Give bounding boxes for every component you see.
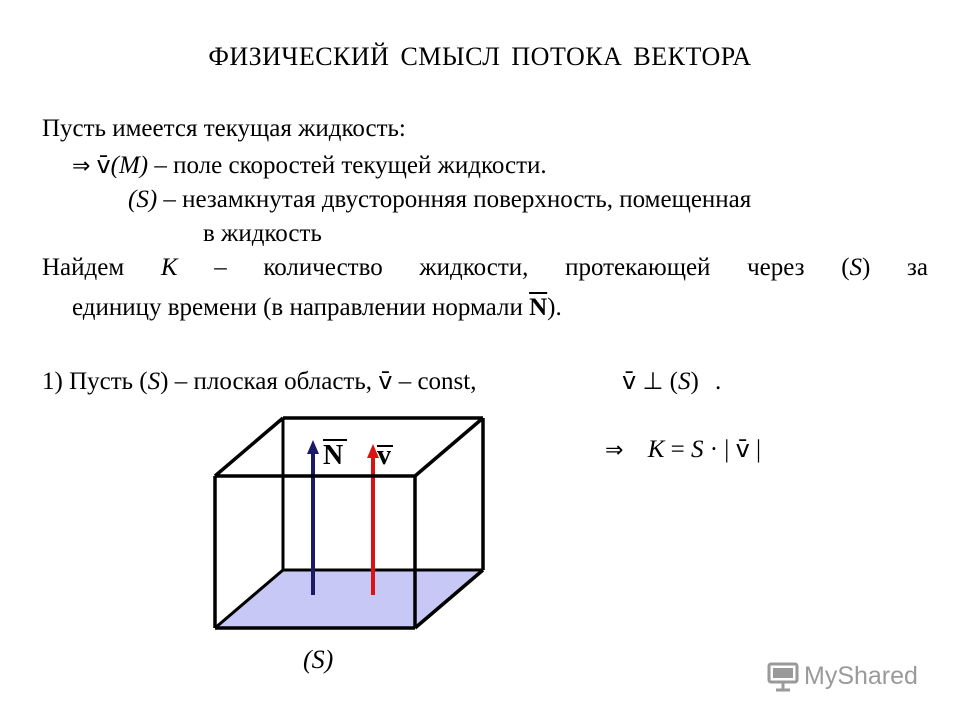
result-v-symbol: v̄ bbox=[735, 435, 750, 463]
result-s: S bbox=[690, 436, 704, 463]
result-abs-open: · | bbox=[703, 436, 736, 463]
perp-s-symbol: S bbox=[677, 368, 691, 395]
find-line2-prefix: единицу времени (в направлении нормали bbox=[72, 294, 530, 321]
surface-text-2: в жидкость bbox=[203, 220, 322, 247]
normal-arrow-head bbox=[307, 440, 319, 454]
case1-perp bbox=[622, 366, 721, 397]
case1-text-b: – const, bbox=[392, 368, 477, 395]
watermark bbox=[766, 656, 918, 696]
velocity-field-text: – поле скоростей текущей жидкости. bbox=[148, 152, 547, 179]
result-formula bbox=[605, 434, 761, 466]
find-line-1 bbox=[42, 253, 928, 283]
intro-text: Пусть имеется текущая жидкость: bbox=[42, 115, 406, 142]
perp-open: ( bbox=[669, 368, 678, 395]
s-symbol: S bbox=[849, 254, 863, 281]
case1-line bbox=[42, 366, 476, 397]
result-abs-close: | bbox=[749, 436, 762, 463]
case1-v-symbol: v̄ bbox=[378, 367, 393, 395]
top-left-diag bbox=[215, 418, 283, 476]
presentation-icon bbox=[766, 659, 800, 693]
case1-num: 1) Пусть ( bbox=[42, 368, 148, 395]
perp-dot: . bbox=[715, 368, 722, 395]
velocity-field-line bbox=[72, 150, 547, 182]
page-title: ФИЗИЧЕСКИЙ СМЫСЛ ПОТОКА ВЕКТОРА bbox=[208, 42, 752, 71]
top-right-diag bbox=[415, 418, 483, 476]
result-implies-icon: ⇒ bbox=[605, 438, 624, 463]
perp-icon: ⊥ bbox=[642, 367, 664, 395]
k-symbol: K bbox=[160, 254, 178, 281]
find-middle: – количество жидкости, протекающей через ( bbox=[177, 254, 850, 281]
normal-label: N bbox=[323, 440, 344, 471]
watermark-text: MyShared bbox=[804, 661, 918, 690]
surface-text-1: – незамкнутая двусторонняя поверхность, помещенная bbox=[157, 186, 752, 213]
find-line2-suffix: ). bbox=[547, 294, 562, 321]
perp-close: ) bbox=[690, 368, 699, 395]
velocity-arg: (M) bbox=[110, 152, 149, 179]
find-line-2 bbox=[72, 293, 562, 323]
case1-s-symbol: S bbox=[147, 368, 161, 395]
vector-v-symbol: v̄ bbox=[96, 151, 111, 179]
surface-symbol: (S) bbox=[128, 186, 158, 213]
perp-v-symbol: v̄ bbox=[622, 367, 637, 395]
implies-icon: ⇒ bbox=[72, 154, 91, 179]
result-eq: = bbox=[664, 436, 691, 463]
find-suffix: ) за bbox=[862, 254, 928, 281]
surface-line bbox=[128, 185, 751, 215]
find-prefix: Найдем bbox=[42, 254, 161, 281]
surface-label: (S) bbox=[303, 645, 334, 674]
normal-n-symbol: $\overline{N}$ bbox=[529, 294, 548, 321]
velocity-label: v bbox=[377, 440, 391, 471]
case1-text-a: ) – плоская область, bbox=[160, 368, 379, 395]
surface-s-face bbox=[215, 570, 483, 628]
cube-figure bbox=[195, 410, 525, 690]
result-k: K bbox=[647, 436, 665, 463]
